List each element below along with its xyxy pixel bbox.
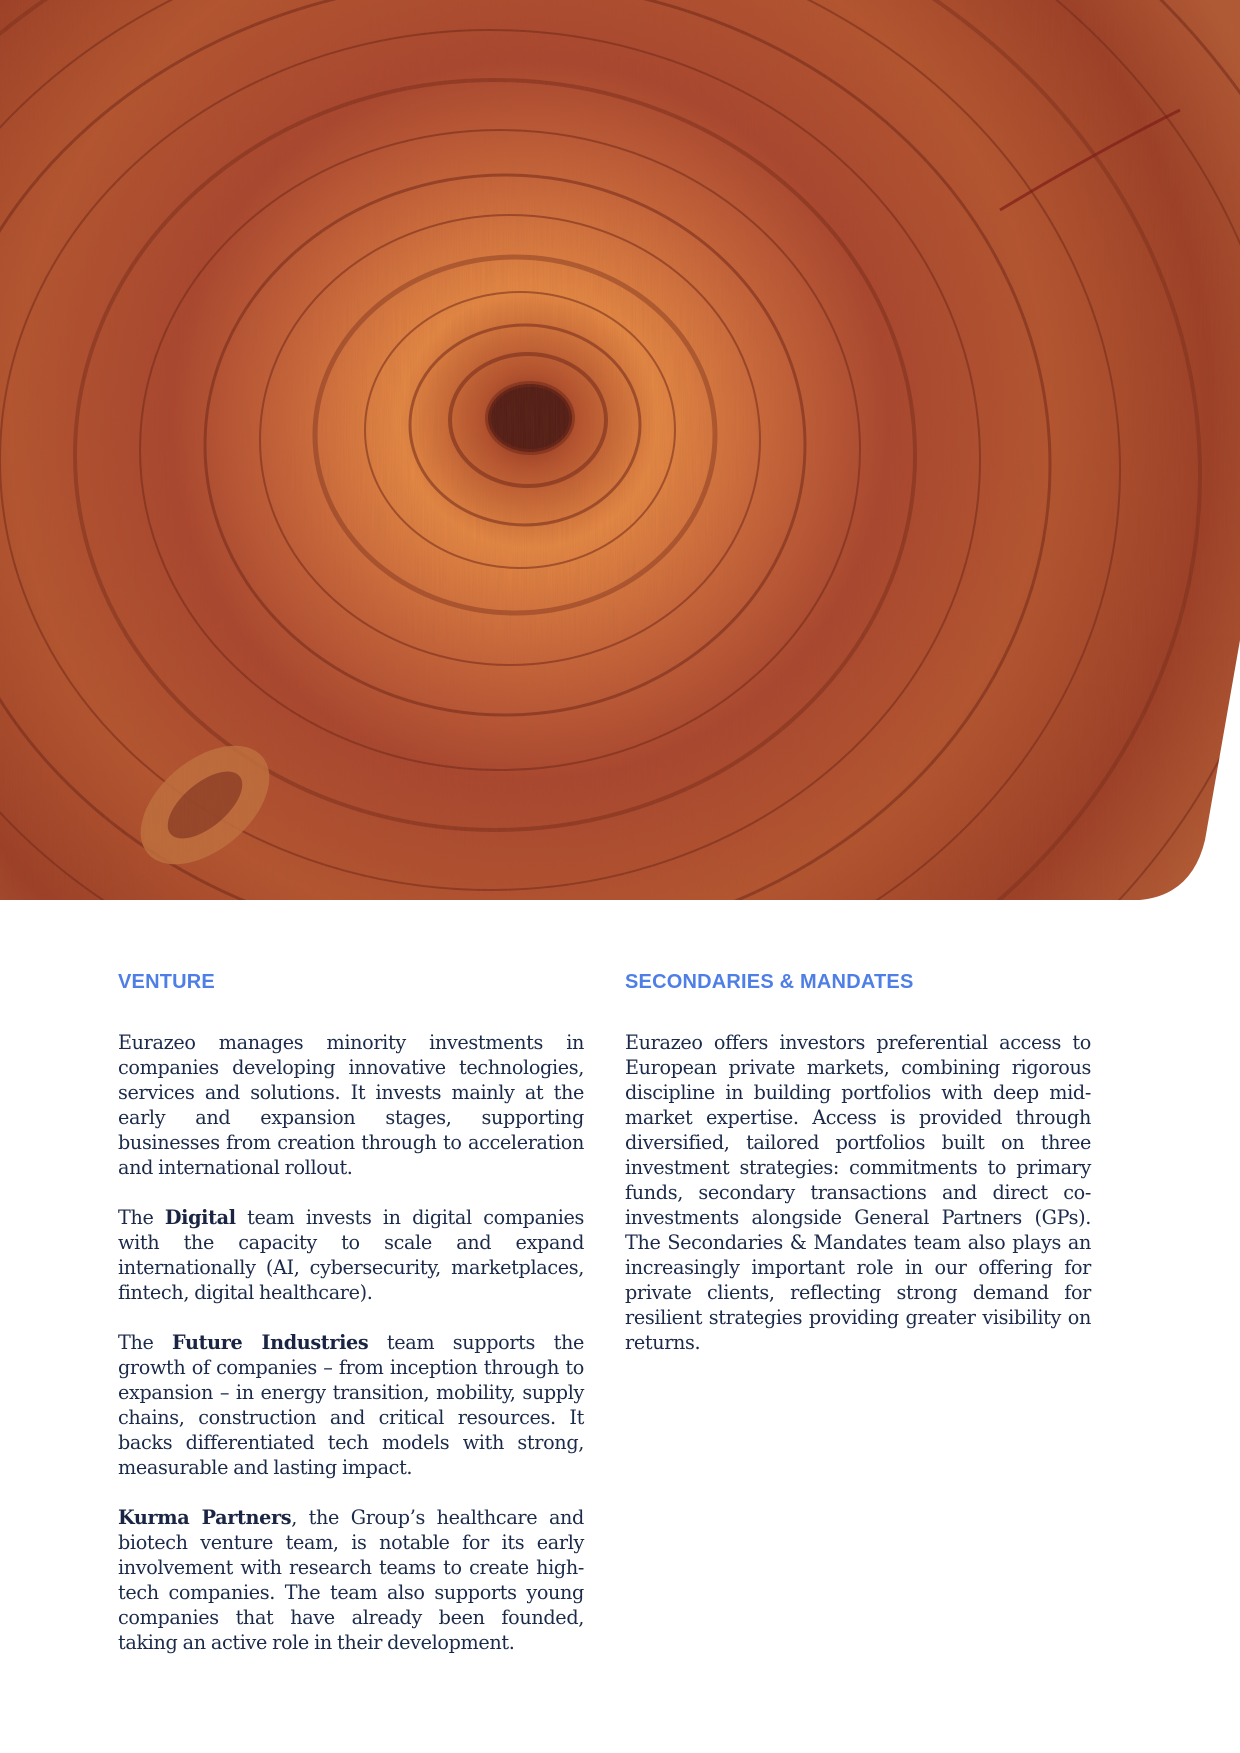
kurma-partners-paragraph: Kurma Partners, the Group’s healthcare and biotech venture team, is notable for its early involvement with research teams to create high-tech companies. The team also supports young companies that have already been founded, taking an active role in their development. xyxy=(118,1506,584,1654)
venture-heading: VENTURE xyxy=(118,971,215,993)
secondaries-heading: SECONDARIES & MANDATES xyxy=(625,971,914,993)
future-industries-paragraph: The Future Industries team supports the growth of companies – from inception through to expansion – in energy transition, mobility, supply chains, construction and critical resources. It backs differentiated tech models with strong, measurable and lasting impact. xyxy=(118,1331,584,1479)
secondaries-paragraph: Eurazeo offers investors preferential access to European private markets, combining rigorous discipline in building portfolios with deep mid-market expertise. Access is provided through diversified, tailored portfolios built on three investment strategies: commitments to primary funds, secondary transactions and direct co-investments alongside General Partners (GPs). The Secondaries & Mandates team also plays an increasingly important role in our offering for private clients, reflecting strong demand for resilient strategies providing greater visibility on returns. xyxy=(625,1031,1091,1354)
venture-intro-paragraph: Eurazeo manages minority investments in companies developing innovative technologies, services and solutions. It invests mainly at the early and expansion stages, supporting businesses from creation through to acceleration and international rollout. xyxy=(118,1031,584,1179)
kurma-partners-name: Kurma Partners xyxy=(118,1506,292,1529)
digital-team-paragraph: The Digital team invests in digital companies with the capacity to scale and expand internationally (AI, cybersecurity, marketplaces, fintech, digital healthcare). xyxy=(118,1206,584,1304)
secondaries-section xyxy=(625,968,1091,1380)
future-industries-name: Future Industries xyxy=(172,1331,369,1354)
venture-section xyxy=(118,968,584,1680)
digital-team-name: Digital xyxy=(164,1206,236,1229)
